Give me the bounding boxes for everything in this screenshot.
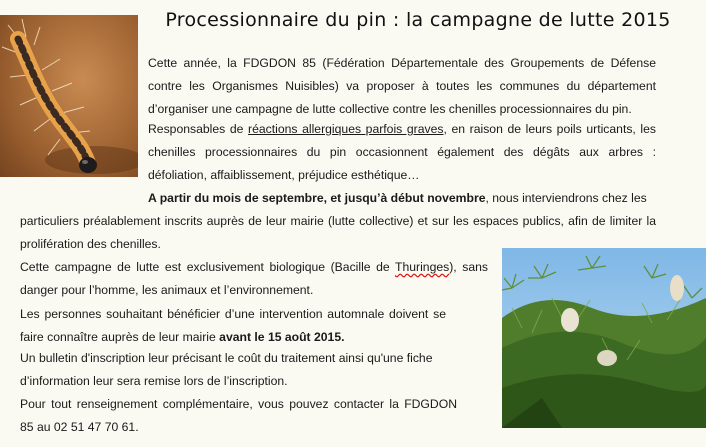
allergy-link[interactable]: réactions allergiques parfois graves [248, 122, 444, 136]
caterpillar-photo [0, 15, 138, 177]
bio-text-after: ), sans danger pour l’homme, les animaux et l’environnement. [20, 260, 488, 297]
deadline-text: Les personnes souhaitant bénéficier d’une intervention automnale doivent se faire connaître auprès de leur mairie [20, 307, 446, 344]
contact-paragraph: Pour tout renseignement complémentaire, vous pouvez contacter la FDGDON 85 au 02 51 47 70 61. [20, 397, 457, 434]
page-title: Processionnaire du pin : la campagne de lutte 2015 [165, 9, 671, 31]
biological-paragraph [20, 256, 488, 302]
bio-word: Thuringes [395, 260, 450, 274]
pine-tree-photo [502, 248, 706, 428]
deadline-paragraph [20, 303, 446, 349]
period-paragraph-line1 [148, 187, 656, 210]
deadline-date: avant le 15 août 2015. [219, 330, 345, 344]
allergy-paragraph [148, 118, 656, 187]
intro-paragraph: Cette année, la FDGDON 85 (Fédération Départementale des Groupements de Défense contre les Organismes Nuisibles) va proposer à toutes les communes du département d’organiser une campagne de lutte collective contre les chenilles processionnaires du pin. [148, 56, 656, 116]
period-paragraph-line2: particuliers préalablement inscrits auprès de leur mairie (lutte collective) et sur les espaces publics, afin de limiter la prolifération des chenilles. [20, 214, 656, 251]
bio-text-before: Cette campagne de lutte est exclusivement biologique (Bacille de [20, 260, 396, 274]
bulletin-paragraph: Un bulletin d'inscription leur précisant le coût du traitement ainsi qu'une fiche d’information leur sera remise lors de l’inscription. [20, 351, 433, 388]
period-text: , nous interviendrons chez les [485, 191, 647, 205]
allergy-text-before: Responsables de [148, 122, 249, 136]
period-bold: A partir du mois de septembre, et jusqu’à début novembre [148, 191, 486, 205]
allergy-text-after: , en raison de leurs poils urticants, les chenilles processionnaires du pin occasionnent également des dégâts aux arbres : défoliation, affaiblissement, préjudice esthétique… [148, 122, 657, 182]
